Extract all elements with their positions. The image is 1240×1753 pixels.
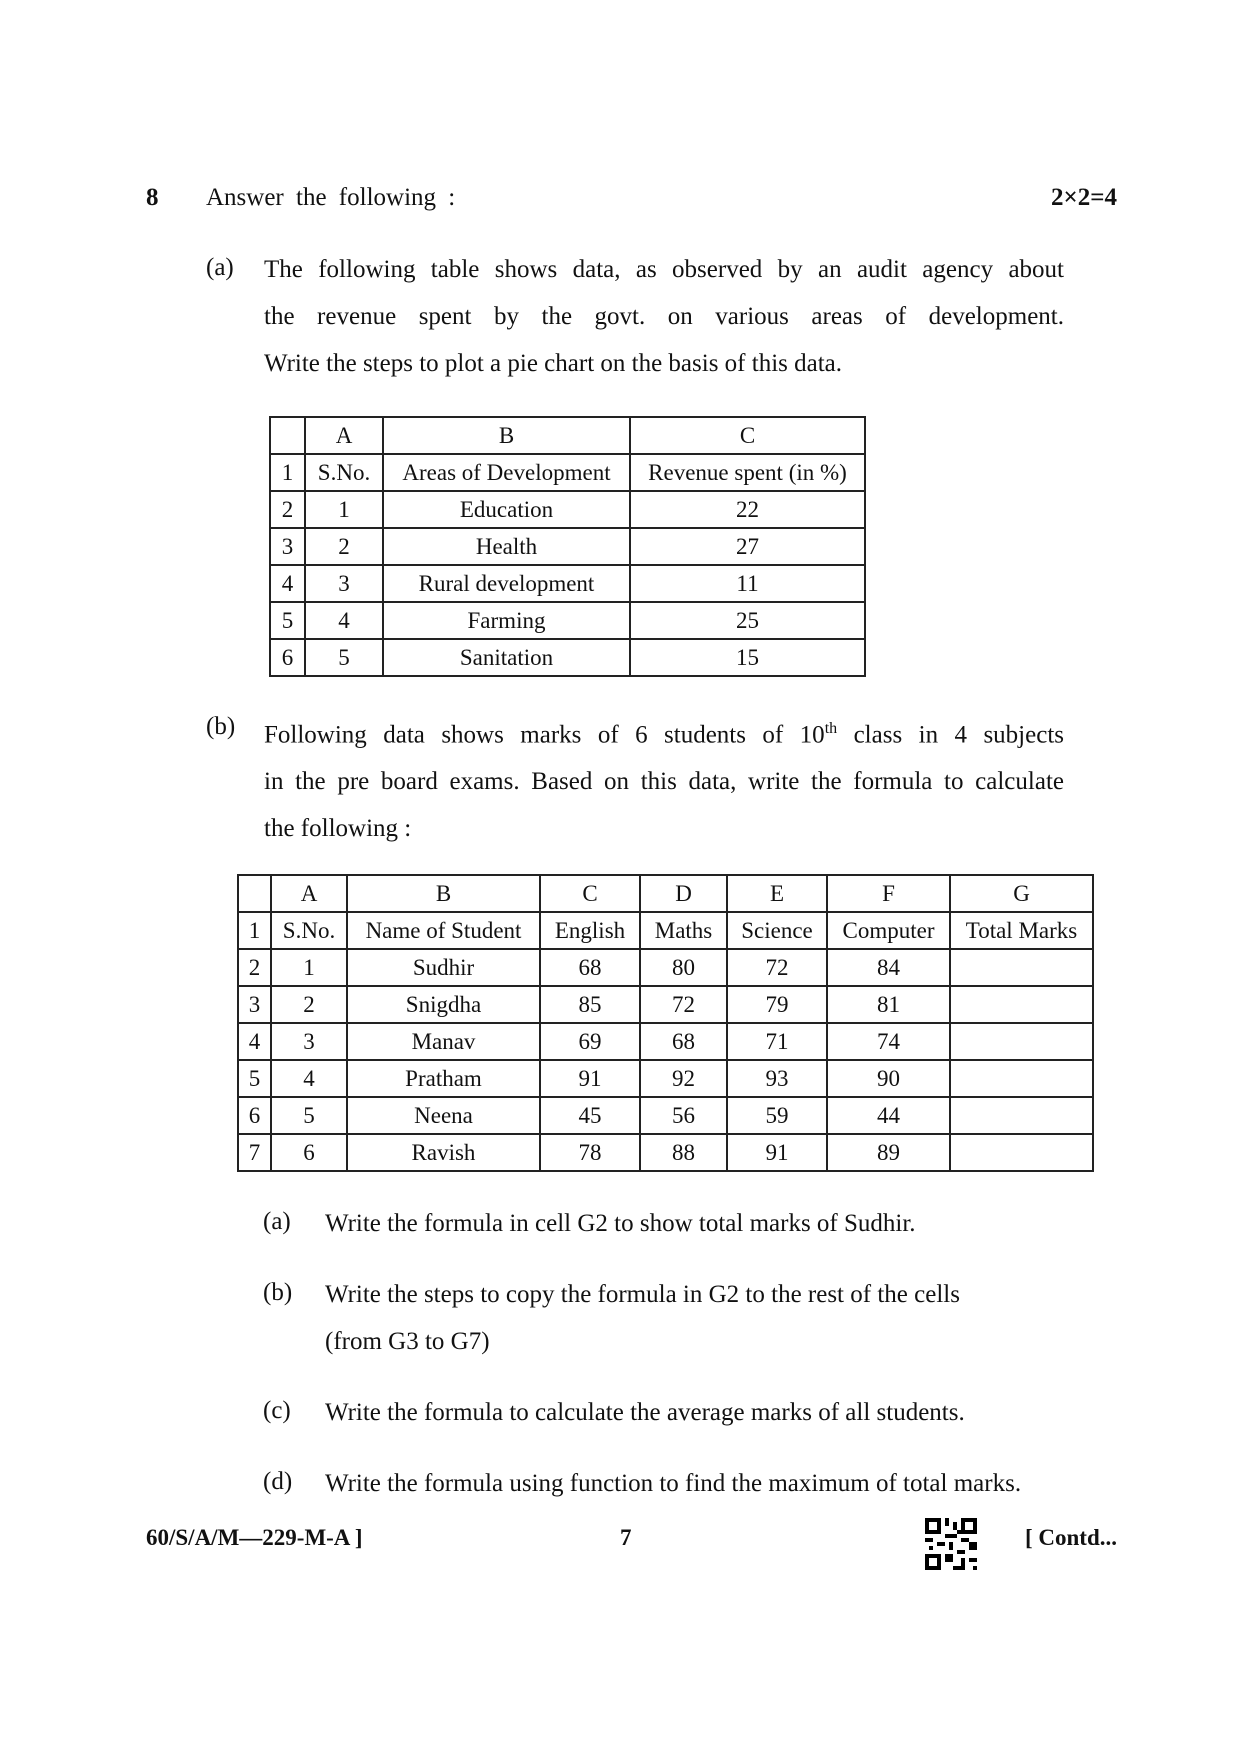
table-cell: 72 [727, 949, 827, 986]
row-number: 4 [270, 565, 305, 602]
table-row [238, 1134, 1093, 1171]
row-number: 7 [238, 1134, 271, 1171]
sub-question-d-text: Write the formula using function to find the maximum of total marks. [325, 1470, 1022, 1497]
table-cell: Rural development [383, 565, 630, 602]
header-cell: Science [727, 912, 827, 949]
table-cell: 5 [271, 1097, 347, 1134]
part-a-label: (a) [206, 254, 234, 281]
sub-question-b-text [325, 1271, 1070, 1365]
table-cell: 27 [630, 528, 865, 565]
column-letter: B [347, 875, 540, 912]
table-row [270, 491, 865, 528]
row-number: 2 [270, 491, 305, 528]
table-cell: Pratham [347, 1060, 540, 1097]
part-a-line-1: The following table shows data, as observed by an audit agency about [264, 256, 1064, 283]
part-b-text [264, 705, 1064, 852]
table-cell: 72 [640, 986, 727, 1023]
question-marks: 2×2=4 [1051, 184, 1117, 211]
sub-question-c-text: Write the formula to calculate the average marks of all students. [325, 1399, 965, 1426]
part-b-line-3: the following : [264, 815, 412, 843]
table-cell: 91 [540, 1060, 640, 1097]
row-number: 5 [238, 1060, 271, 1097]
table-cell: Snigdha [347, 986, 540, 1023]
table-row [238, 912, 1093, 949]
qr-code-icon [925, 1518, 977, 1570]
table-cell: 59 [727, 1097, 827, 1134]
header-cell: S.No. [305, 454, 383, 491]
table-cell: 91 [727, 1134, 827, 1171]
table-cell: 45 [540, 1097, 640, 1134]
table-cell: 4 [305, 602, 383, 639]
table-cell: 93 [727, 1060, 827, 1097]
table-cell: 44 [827, 1097, 950, 1134]
table-cell: 2 [305, 528, 383, 565]
table-row [270, 639, 865, 676]
table-cell: 3 [271, 1023, 347, 1060]
header-cell: Maths [640, 912, 727, 949]
table-cell: Farming [383, 602, 630, 639]
table-cell: 5 [305, 639, 383, 676]
table-cell: 71 [727, 1023, 827, 1060]
page-number: 7 [620, 1525, 632, 1550]
table-cell [950, 1097, 1093, 1134]
continued-marker: [ Contd... [1024, 1525, 1117, 1550]
row-number: 2 [238, 949, 271, 986]
table-cell: 88 [640, 1134, 727, 1171]
paper-code: 60/S/A/M—229-M-A ] [146, 1525, 363, 1550]
table-cell: 22 [630, 491, 865, 528]
part-a-line-2: the revenue spent by the govt. on various areas of development. [264, 303, 1064, 330]
table-cell: 85 [540, 986, 640, 1023]
corner-cell [270, 417, 305, 454]
table-cell: 90 [827, 1060, 950, 1097]
table-cell: 84 [827, 949, 950, 986]
table-cell: 3 [305, 565, 383, 602]
table-cell: Education [383, 491, 630, 528]
table-cell: 68 [640, 1023, 727, 1060]
column-letter: C [630, 417, 865, 454]
table-row [270, 454, 865, 491]
sub-question-a-label: (a) [263, 1208, 291, 1235]
column-letter: D [640, 875, 727, 912]
table-row [238, 1097, 1093, 1134]
part-b-line-1-post: class in 4 subjects [837, 721, 1064, 749]
table-cell [950, 1060, 1093, 1097]
table-cell: 2 [271, 986, 347, 1023]
table-cell: 74 [827, 1023, 950, 1060]
row-number: 4 [238, 1023, 271, 1060]
sub-question-c-label: (c) [263, 1397, 291, 1424]
table-row [270, 528, 865, 565]
column-letter: A [271, 875, 347, 912]
question-number: 8 [146, 184, 159, 211]
table-cell: 6 [271, 1134, 347, 1171]
table-cell: 80 [640, 949, 727, 986]
part-a-text [264, 246, 1064, 387]
table-cell: Health [383, 528, 630, 565]
part-b-label: (b) [206, 713, 236, 740]
table-cell: Sudhir [347, 949, 540, 986]
column-letter: C [540, 875, 640, 912]
row-number: 3 [238, 986, 271, 1023]
sub-question-d-label: (d) [263, 1468, 293, 1495]
part-b-line-1 [264, 705, 1064, 758]
table-cell: 92 [640, 1060, 727, 1097]
table-row [238, 949, 1093, 986]
marks-table [237, 874, 1094, 1172]
part-b-line-2: in the pre board exams. Based on this data, write the formula to calculate [264, 768, 1064, 796]
header-cell: Name of Student [347, 912, 540, 949]
table-cell: 25 [630, 602, 865, 639]
row-number: 5 [270, 602, 305, 639]
table-row [270, 565, 865, 602]
table-cell [950, 1023, 1093, 1060]
table-cell: 81 [827, 986, 950, 1023]
table-cell: Ravish [347, 1134, 540, 1171]
header-cell: Computer [827, 912, 950, 949]
table-cell: 4 [271, 1060, 347, 1097]
table-cell: 56 [640, 1097, 727, 1134]
sub-question-b-label: (b) [263, 1279, 293, 1306]
revenue-table [269, 416, 866, 677]
table-cell: 79 [727, 986, 827, 1023]
sub-question-b-line-2: (from G3 to G7) [325, 1328, 490, 1355]
table-row [238, 986, 1093, 1023]
sub-question-b-line-1: Write the steps to copy the formula in G2 to the rest of the cells [325, 1281, 960, 1308]
column-letter: G [950, 875, 1093, 912]
header-cell: English [540, 912, 640, 949]
row-number: 1 [270, 454, 305, 491]
header-cell: Revenue spent (in %) [630, 454, 865, 491]
row-number: 3 [270, 528, 305, 565]
column-letter: E [727, 875, 827, 912]
row-number: 1 [238, 912, 271, 949]
corner-cell [238, 875, 271, 912]
table-cell [950, 986, 1093, 1023]
column-letter-row [238, 875, 1093, 912]
table-cell: 69 [540, 1023, 640, 1060]
column-letter: F [827, 875, 950, 912]
table-row [270, 602, 865, 639]
table-cell: 11 [630, 565, 865, 602]
table-cell [950, 1134, 1093, 1171]
header-cell: S.No. [271, 912, 347, 949]
header-cell: Total Marks [950, 912, 1093, 949]
table-cell [950, 949, 1093, 986]
column-letter-row [270, 417, 865, 454]
table-cell: Sanitation [383, 639, 630, 676]
question-heading: Answer the following : [206, 184, 456, 211]
table-cell: 68 [540, 949, 640, 986]
table-row [238, 1060, 1093, 1097]
row-number: 6 [270, 639, 305, 676]
table-cell: 78 [540, 1134, 640, 1171]
table-cell: 15 [630, 639, 865, 676]
sub-question-a-text: Write the formula in cell G2 to show total marks of Sudhir. [325, 1210, 916, 1237]
column-letter: B [383, 417, 630, 454]
table-cell: Manav [347, 1023, 540, 1060]
table-cell: 89 [827, 1134, 950, 1171]
table-cell: 1 [271, 949, 347, 986]
table-row [238, 1023, 1093, 1060]
table-cell: 1 [305, 491, 383, 528]
header-cell: Areas of Development [383, 454, 630, 491]
column-letter: A [305, 417, 383, 454]
superscript: th [824, 720, 838, 737]
table-cell: Neena [347, 1097, 540, 1134]
part-b-line-1-pre: Following data shows marks of 6 students of 10 [264, 721, 825, 749]
row-number: 6 [238, 1097, 271, 1134]
part-a-line-3: Write the steps to plot a pie chart on the basis of this data. [264, 350, 843, 377]
